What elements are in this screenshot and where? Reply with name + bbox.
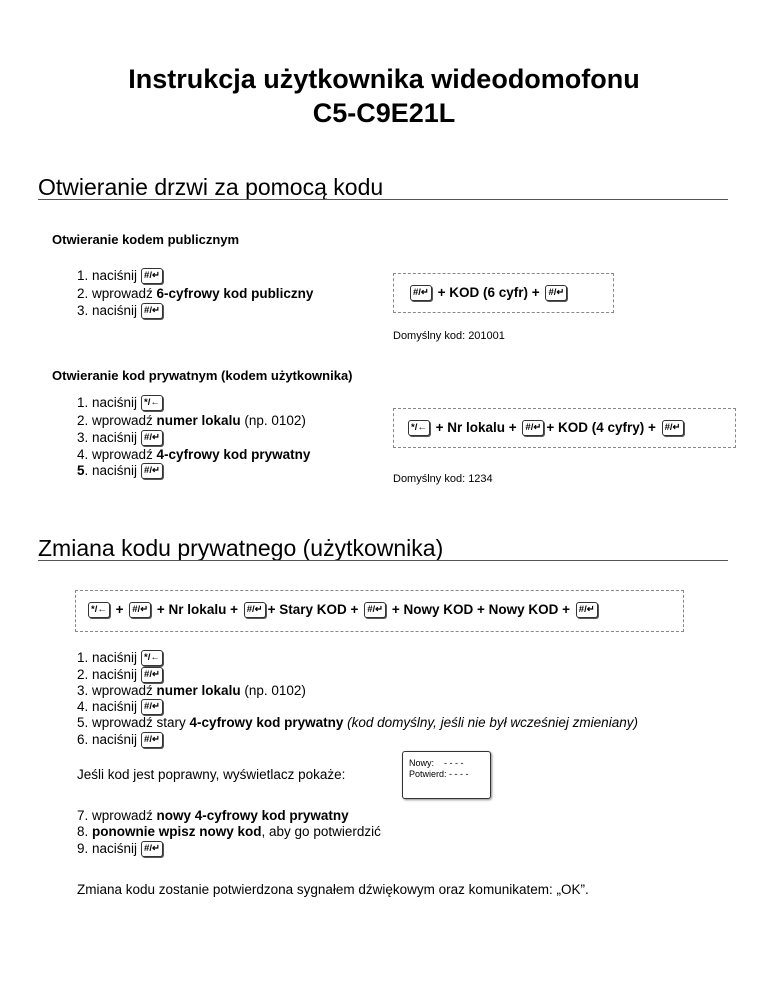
public-default-code: Domyślny kod: 201001 xyxy=(393,330,505,342)
hash-key-icon: #/↵ xyxy=(141,463,163,479)
change-step-3: 3. wprowadź numer lokalu (np. 0102) xyxy=(77,683,306,698)
private-step-3: 3. naciśnij #/↵ xyxy=(77,430,163,446)
hash-key-icon: #/↵ xyxy=(141,430,163,446)
hash-key-icon: #/↵ xyxy=(545,285,567,301)
display-note: Jeśli kod jest poprawny, wyświetlacz pokaże: xyxy=(77,767,346,782)
star-key-icon: */← xyxy=(141,395,163,411)
public-sequence-box: #/↵ + KOD (6 cyfr) + #/↵ xyxy=(393,273,614,313)
private-step-1: 1. naciśnij */← xyxy=(77,395,163,411)
change-sequence-box: */← + #/↵ + Nr lokalu + #/↵ + Stary KOD + #/↵ + Nowy KOD + Nowy KOD + #/↵ xyxy=(75,590,684,632)
section-heading-open-door: Otwieranie drzwi za pomocą kodu xyxy=(38,174,384,200)
change-step-2: 2. naciśnij #/↵ xyxy=(77,667,163,683)
hash-key-icon: #/↵ xyxy=(522,420,544,436)
star-key-icon: */← xyxy=(408,420,430,436)
change-step-1: 1. naciśnij */← xyxy=(77,650,163,666)
private-default-code: Domyślny kod: 1234 xyxy=(393,473,493,485)
change-step-9: 9. naciśnij #/↵ xyxy=(77,841,163,857)
public-step-3: 3. naciśnij #/↵ xyxy=(77,303,163,319)
hash-key-icon: #/↵ xyxy=(129,602,151,618)
hash-key-icon: #/↵ xyxy=(141,841,163,857)
change-step-4: 4. naciśnij #/↵ xyxy=(77,699,163,715)
private-step-5: 5. naciśnij #/↵ xyxy=(77,463,163,479)
hash-key-icon: #/↵ xyxy=(141,268,163,284)
subheading-public-code: Otwieranie kodem publicznym xyxy=(52,232,240,247)
lcd-display: Nowy: - - - - Potwierd: - - - - xyxy=(402,751,491,799)
hash-key-icon: #/↵ xyxy=(141,667,163,683)
change-step-5: 5. wprowadź stary 4-cyfrowy kod prywatny (kod domyślny, jeśli nie był wcześniej zmieniany) xyxy=(77,715,638,730)
public-step-2: 2. wprowadź 6-cyfrowy kod publiczny xyxy=(77,286,314,301)
section-heading-change-code: Zmiana kodu prywatnego (użytkownika) xyxy=(38,535,444,561)
subheading-private-code: Otwieranie kod prywatnym (kodem użytkownika) xyxy=(52,368,353,383)
hash-key-icon: #/↵ xyxy=(576,602,598,618)
hash-key-icon: #/↵ xyxy=(141,732,163,748)
hash-key-icon: #/↵ xyxy=(244,602,266,618)
hash-key-icon: #/↵ xyxy=(141,699,163,715)
footer-note: Zmiana kodu zostanie potwierdzona sygnałem dźwiękowym oraz komunikatem: „OK”. xyxy=(77,882,589,897)
page-title: Instrukcja użytkownika wideodomofonu xyxy=(128,64,640,94)
change-step-6: 6. naciśnij #/↵ xyxy=(77,732,163,748)
star-key-icon: */← xyxy=(88,602,110,618)
hash-key-icon: #/↵ xyxy=(410,285,432,301)
hash-key-icon: #/↵ xyxy=(364,602,386,618)
private-step-4: 4. wprowadź 4-cyfrowy kod prywatny xyxy=(77,447,311,462)
public-step-1: 1. naciśnij #/↵ xyxy=(77,268,163,284)
private-sequence-box: */← + Nr lokalu + #/↵ + KOD (4 cyfry) + #/↵ xyxy=(393,408,736,448)
section-divider xyxy=(38,199,728,200)
hash-key-icon: #/↵ xyxy=(662,420,684,436)
change-step-8: 8. ponownie wpisz nowy kod, aby go potwierdzić xyxy=(77,824,381,839)
change-step-7: 7. wprowadź nowy 4-cyfrowy kod prywatny xyxy=(77,808,349,823)
private-step-2: 2. wprowadź numer lokalu (np. 0102) xyxy=(77,413,306,428)
star-key-icon: */← xyxy=(141,650,163,666)
section-divider xyxy=(38,560,728,561)
hash-key-icon: #/↵ xyxy=(141,303,163,319)
page-subtitle-model: C5-C9E21L xyxy=(312,98,456,128)
